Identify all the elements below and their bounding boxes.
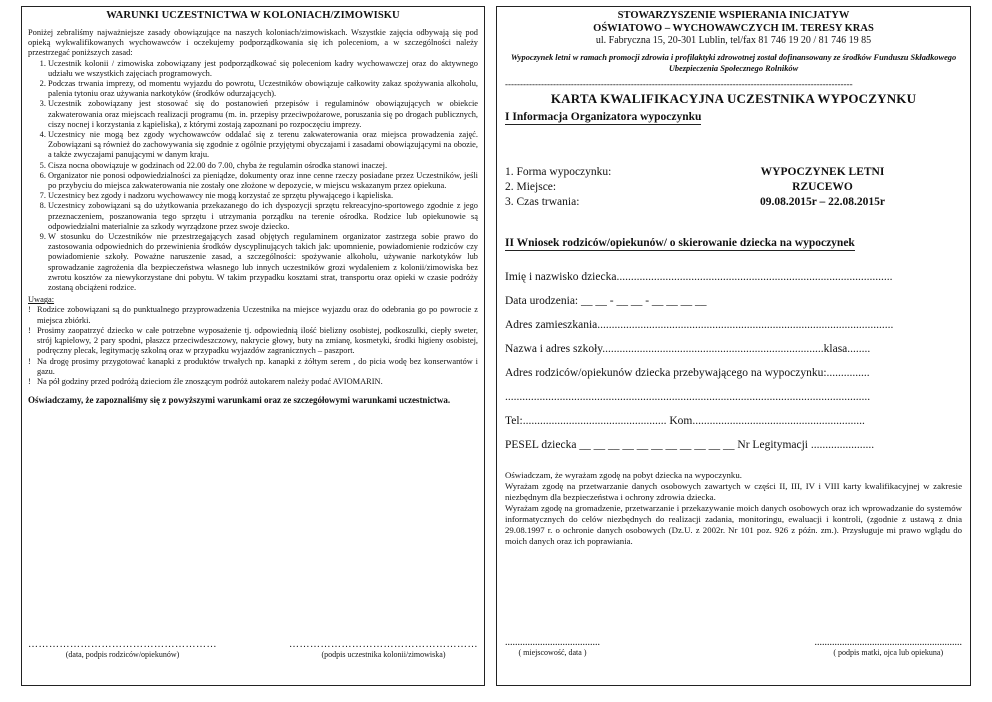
info-row: [505, 180, 962, 195]
rule-item: 9. W stosunku do Uczestników nie przestrzegających zasad objętych regulaminem organizator zastrzega sobie prawo do zastosowania odpowiednich do przewinienia środków dyscyplinujących takich jak: upomnienie, powiadomienie rodziców czy powiadomienie szkoły. Poważne naruszenie zasad, a szczególności: spożywanie alkoholu, używanie narkotyków lub sprowadzanie zagrożenia dla bezpieczeństwa własnego lub innych uczestników grozi wydaleniem z kolonii/zimowiska bez zwrotu kosztów za niewykorzystane dni pobytu. W takim przypadku kosztami strat, transportu oraz opieki w czasie podróży zostaną obciążeni rodzice.: [48, 232, 478, 293]
info-row: [505, 195, 962, 210]
notice-item: ! Prosimy zaopatrzyć dziecko w całe potrzebne wyposażenie tj. odpowiednią ilość bielizny osobistej, podkoszulki, ciepły sweter, strój kąpielowy, 2 pary spodni, płaszcz przeciwdeszczowy, nakrycie głowy, buty na zmianę, kosmetyki, środki higieny osobistej, podręczny plecak, legitymację szkolną oraz w przypadku wyjazdów zagranicznych – paszport.: [28, 326, 478, 357]
consent-text: Wyrażam zgodę na przetwarzanie danych osobowych zawartych w części II, III, IV i VIII karty kwalifikacyjnej w zakresie niezbędnym dla bezpieczeństwa i ochrony zdrowia dziecka.: [505, 481, 962, 502]
funding-note: Wypoczynek letni w ramach promocji zdrowia i profilaktyki zdrowotnej został dofinansowany ze środków Funduszu Składkowego Ubezpieczenia Społecznego Rolników: [510, 53, 957, 73]
rule-item: 6. Organizator nie ponosi odpowiedzialności za pieniądze, dokumenty oraz inne cenne rzeczy posiadane przez Uczestników, jeśli po przybyciu do miejsca zakwaterowania nie zostały one złożone w depozycie, w miejscu wskazanym przez opiekuna.: [48, 171, 478, 191]
phone-field[interactable]: Tel:.................................................. Kom............................................................: [505, 415, 865, 427]
notice-heading: Uwaga:: [28, 295, 55, 305]
rule-item: 5. Cisza nocna obowiązuje w godzinach od 22.00 do 7.00, chyba że regulamin ośrodka stanowi inaczej.: [48, 161, 478, 171]
notice-list: [28, 305, 478, 387]
conditions-title: WARUNKI UCZESTNICTWA W KOLONIACH/ZIMOWISKU: [106, 10, 400, 21]
signature-line: ......................................: [505, 637, 600, 648]
organizer-info: [505, 165, 962, 210]
left-signature-row: [28, 639, 478, 659]
child-name-field[interactable]: Imię i nazwisko dziecka................................................................................................: [505, 271, 893, 283]
organization-name-line2: OŚWIATOWO – WYCHOWAWCZYCH IM. TERESY KRAS: [593, 23, 874, 34]
organization-address: ul. Fabryczna 15, 20-301 Lublin, tel/fax 81 746 19 20 / 81 746 19 85: [595, 35, 872, 46]
signature-caption: ( podpis matki, ojca lub opiekuna): [833, 648, 944, 657]
consent-text: Wyrażam zgodę na gromadzenie, przetwarzanie i przekazywanie moich danych osobowych oraz ich wprowadzanie do systemów informatycznych do celów niezbędnych do realizacji zadania, monitoringu, ewaluacji i kontroli, (zgodnie z ustawą z dnia 29.08.1997 r. o ochronie danych osobowych (Dz.U. z 2002r. Nr 101 poz. 926 z późn. zm.). Przysługuje mi prawo wglądu do moich danych oraz ich poprawiania.: [505, 503, 962, 546]
section-1-heading: I Informacja Organizatora wypoczynku: [505, 111, 702, 123]
place-date-signature[interactable]: [505, 637, 600, 657]
rule-item: 7. Uczestnicy bez zgody i nadzoru wychowawcy nie mogą korzystać ze sprzętu pływającego i kąpieliska.: [48, 191, 478, 201]
guardian-signature[interactable]: [815, 637, 963, 657]
signature-line: ………………………………………………: [28, 639, 217, 650]
declaration-text: Oświadczamy, że zapoznaliśmy się z powyższymi warunkami oraz ze szczegółowymi warunkami uczestnictwa.: [28, 395, 451, 406]
rules-list: [28, 59, 478, 294]
info-label: 2. Miejsce:: [505, 181, 557, 193]
rule-item: 4. Uczestnicy nie mogą bez zgody wychowawców oddalać się z terenu zakwaterowania oraz miejsca prowadzenia zajęć. Zobowiązani są również do zachowywania się zgodnie z ogólnie przyjętymi obyczajami i zasadami obowiązującymi na obozie, a także zwyczajami panującymi w danym kraju.: [48, 130, 478, 161]
info-value: RZUCEWO: [792, 181, 853, 193]
school-field[interactable]: Nazwa i adres szkoły.............................................................................klasa........: [505, 343, 871, 355]
pesel-field[interactable]: PESEL dziecka __ __ __ __ __ __ __ __ __ __ __ Nr Legitymacji ......................: [505, 439, 875, 451]
conditions-intro: Poniżej zebraliśmy najważniejsze zasady obowiązujące na naszych koloniach/zimowiskach. Wszystkie zajęcia odbywają się pod opieką wykwalifikowanych wychowawców i oczekujemy podporządkowania się ich poleceniom, a w szczególności należy przestrzegać poniższych zasad:: [28, 28, 478, 58]
signature-caption: (data, podpis rodziców/opiekunów): [65, 650, 180, 659]
dashed-separator: --------------------------------------------------------------------------------------------------------------------: [505, 79, 853, 89]
signature-caption: ( miejscowość, data ): [518, 648, 587, 657]
conditions-panel: [21, 6, 485, 686]
parents-address-continuation[interactable]: ...............................................................................................................................: [505, 391, 871, 403]
info-label: 1. Forma wypoczynku:: [505, 166, 612, 178]
home-address-field[interactable]: Adres zamieszkania.......................................................................................................: [505, 319, 894, 331]
section-2-heading: II Wniosek rodziców/opiekunów/ o skierowanie dziecka na wypoczynek: [505, 237, 855, 249]
rule-item: 2. Podczas trwania imprezy, od momentu wyjazdu do powrotu, Uczestników obowiązuje całkowity zakaz spożywania alkoholu, palenia tytoniu oraz używania narkotyków (środków odurzających).: [48, 79, 478, 99]
consent-block: [505, 470, 962, 547]
info-value: WYPOCZYNEK LETNI: [760, 166, 885, 178]
info-label: 3. Czas trwania:: [505, 196, 580, 208]
parent-signature[interactable]: [28, 639, 217, 659]
signature-line: ………………………………………………: [289, 639, 478, 650]
info-row: [505, 165, 962, 180]
consent-text: Oświadczam, że wyrażam zgodę na pobyt dziecka na wypoczynku.: [505, 470, 742, 480]
organization-name-line1: STOWARZYSZENIE WSPIERANIA INICJATYW: [617, 10, 850, 21]
card-title: KARTA KWALIFIKACYJNA UCZESTNIKA WYPOCZYNKU: [550, 91, 917, 106]
signature-line: ...........................................................: [814, 637, 962, 648]
participant-signature[interactable]: [289, 639, 478, 659]
notice-item: ! Na drogę prosimy przygotować kanapki z produktów trwałych np. kanapki z żółtym serem , do picia wodę bez konserwantów i gazu.: [28, 357, 478, 377]
notice-item: ! Rodzice zobowiązani są do punktualnego przyprowadzenia Uczestnika na miejsce wyjazdu oraz do odebrania go po powrocie z miejsca zbiórki.: [28, 305, 478, 325]
parents-address-field[interactable]: Adres rodziców/opiekunów dziecka przebywającego na wypoczynku:...............: [505, 367, 870, 379]
rule-item: 3. Uczestnik zobowiązany jest stosować się do postanowień przepisów i regulaminów obowiązujących w obiekcie zakwaterowania oraz miejscach realizacji programu (m. in. przepisy przeciwpożarowe, poruszania się po drogach publicznych, ciszy nocnej i korzystania z kąpieliska), z którymi zostają zapoznani po rozpoczęciu imprezy.: [48, 99, 478, 130]
rule-item: 8. Uczestnicy zobowiązani są do użytkowania przekazanego do ich dyspozycji sprzętu rekreacyjno-sportowego zgodnie z jego przeznaczeniem, poszanowania tego sprzętu i utrzymania porządku na terenie ośrodka. Rodzice lub opiekunowie są odpowiedzialni materialnie za szkody wyrządzone przez swoje dziecko.: [48, 201, 478, 232]
rule-item: 1. Uczestnik kolonii / zimowiska zobowiązany jest podporządkować się poleceniom kadry wychowawczej oraz do aktywnego udziału we wszystkich zajęciach programowych.: [48, 59, 478, 79]
info-value: 09.08.2015r – 22.08.2015r: [759, 196, 885, 208]
birth-date-field[interactable]: Data urodzenia: __ __ - __ __ - __ __ __ __: [505, 295, 707, 307]
qualification-card-panel: [496, 6, 971, 686]
right-signature-row: [505, 637, 962, 657]
notice-item: ! Na pół godziny przed podróżą dzieciom źle znoszącym podróż autokarem należy podać AVIOMARIN.: [28, 377, 478, 387]
signature-caption: (podpis uczestnika kolonii/zimowiska): [321, 650, 446, 659]
